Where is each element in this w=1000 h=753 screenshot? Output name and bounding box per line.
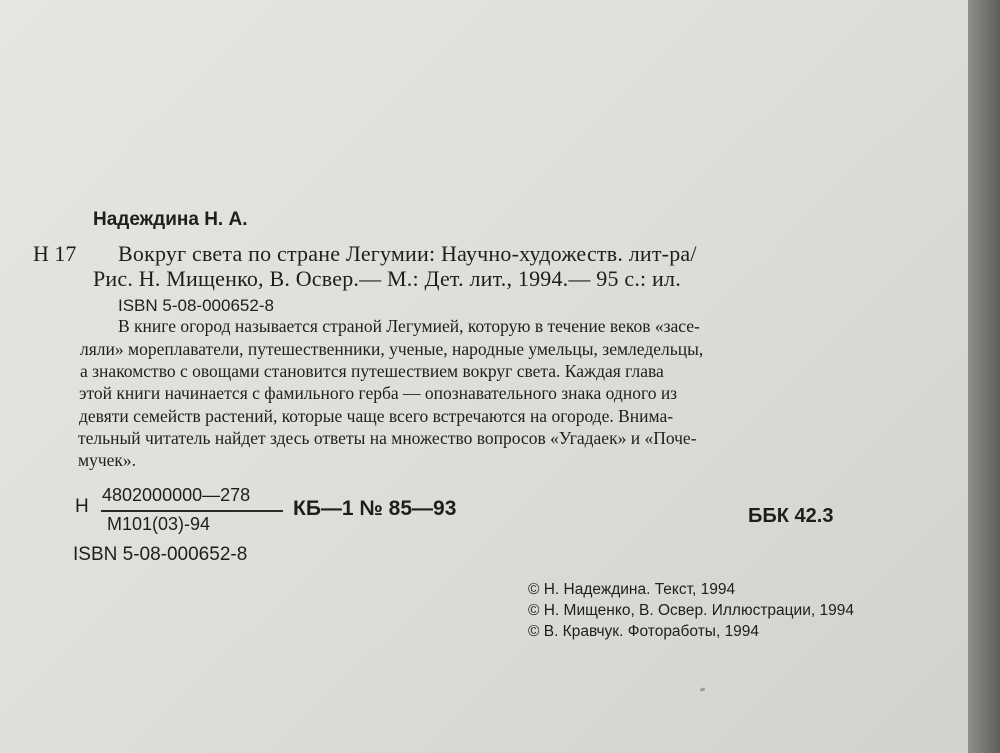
annotation-line: тельный читатель найдет здесь ответы на множество вопросов «Угадаек» и «Поче- bbox=[78, 428, 697, 448]
copyright-line: © Н. Надеждина. Текст, 1994 bbox=[528, 581, 736, 598]
page-edge-shadow bbox=[968, 0, 1000, 753]
isbn-top: ISBN 5-08-000652-8 bbox=[118, 296, 274, 315]
kb-code: КБ—1 № 85—93 bbox=[293, 497, 457, 520]
author-name: Надеждина Н. А. bbox=[93, 209, 248, 230]
annotation-line: а знакомство с овощами становится путешествием вокруг света. Каждая глава bbox=[80, 361, 664, 381]
copyright-line: © В. Кравчук. Фотоработы, 1994 bbox=[528, 623, 760, 640]
title-line-2: Рис. Н. Мищенко, В. Освер.— М.: Дет. лит., 1994.— 95 с.: ил. bbox=[93, 266, 681, 291]
bbk-code: ББК 42.3 bbox=[748, 505, 834, 527]
catalog-fraction-denominator: М101(03)-94 bbox=[107, 514, 211, 534]
annotation-line: мучек». bbox=[78, 450, 137, 470]
annotation-line: этой книги начинается с фамильного герба — опознавательного знака одного из bbox=[79, 383, 678, 403]
annotation-line: ляли» мореплаватели, путешественники, ученые, народные умельцы, земледельцы, bbox=[80, 339, 704, 359]
author-index-code: Н 17 bbox=[33, 241, 77, 266]
copyright-line: © Н. Мищенко, В. Освер. Иллюстрации, 1994 bbox=[528, 602, 854, 619]
isbn-bottom: ISBN 5-08-000652-8 bbox=[73, 544, 248, 565]
annotation-line: девяти семейств растений, которые чаще всего встречаются на огороде. Внима- bbox=[79, 406, 674, 426]
paper-speck bbox=[700, 687, 706, 692]
title-line-1: Вокруг света по стране Легумии: Научно-художеств. лит-ра/ bbox=[118, 241, 697, 266]
annotation-line: В книге огород называется страной Легумией, которую в течение веков «засе- bbox=[118, 316, 700, 336]
catalog-fraction-divider bbox=[101, 510, 283, 512]
catalog-fraction-numerator: 4802000000—278 bbox=[102, 485, 251, 505]
catalog-fraction-prefix: Н bbox=[75, 496, 89, 517]
